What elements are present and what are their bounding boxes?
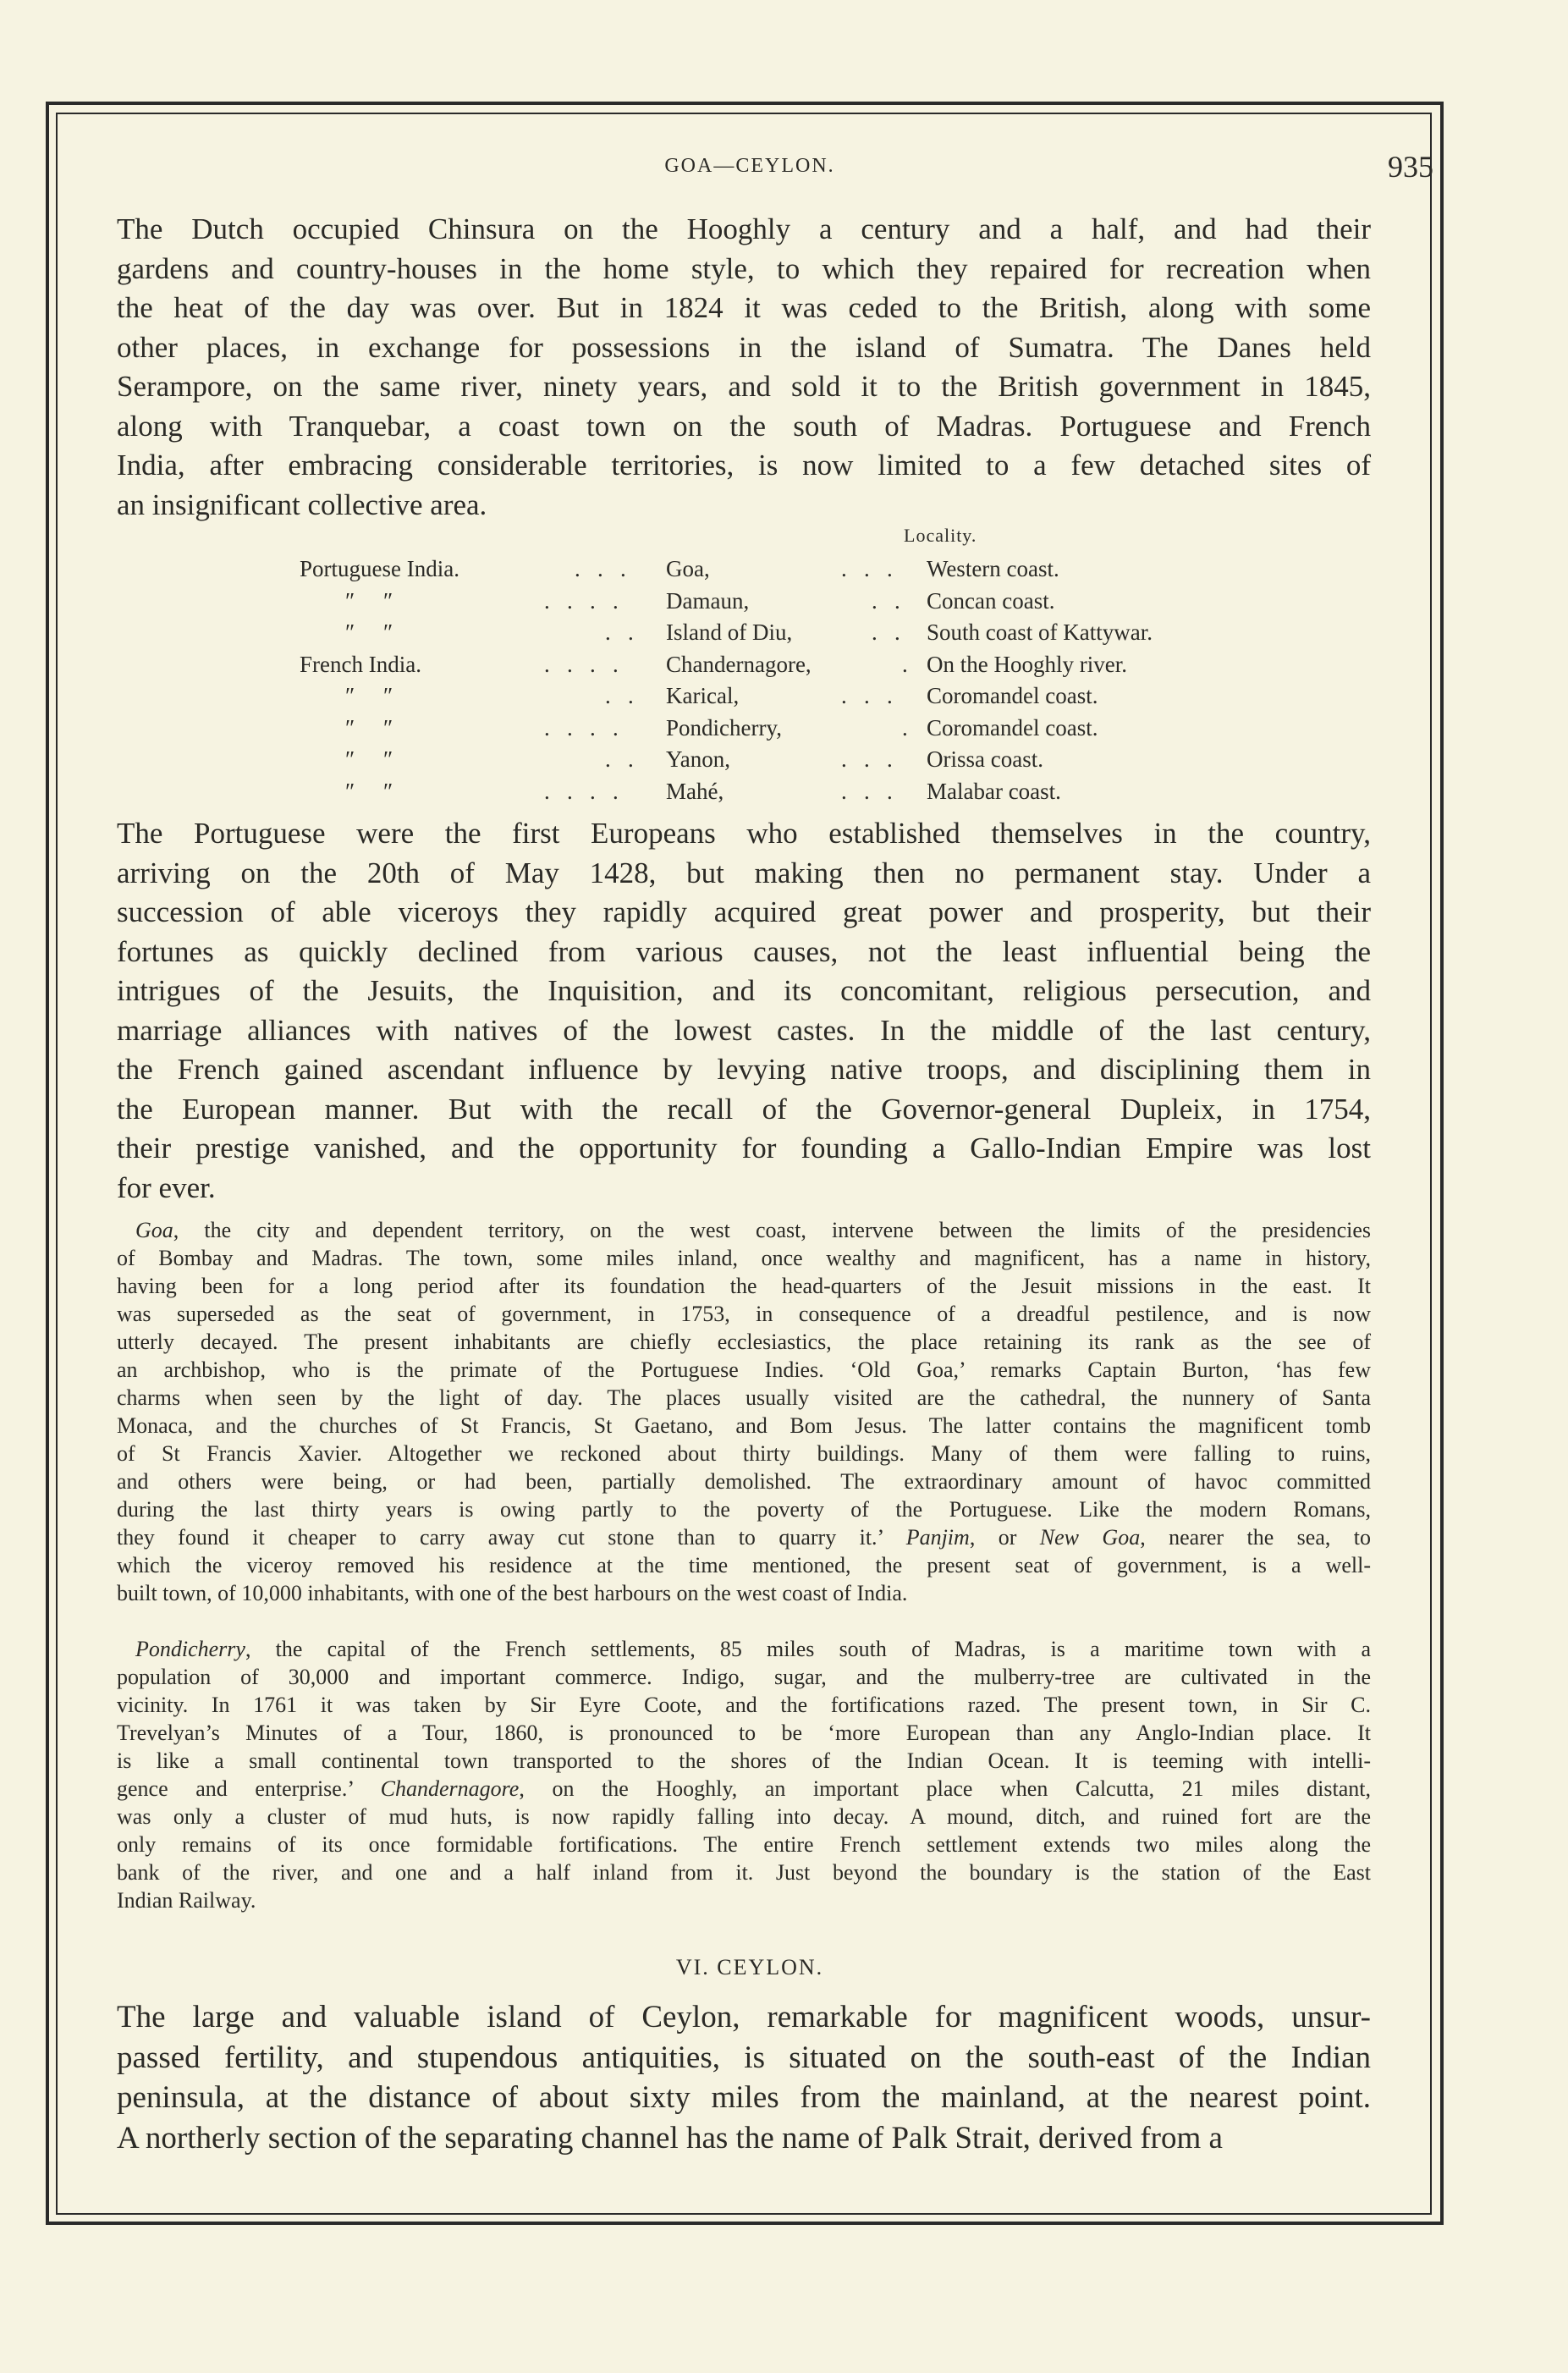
locality-cell: Coromandel coast. <box>927 714 1098 741</box>
text-line: marriage alliances with natives of the lowest castes. In the middle of the last century, <box>117 1013 1371 1047</box>
leader-dots: . . <box>605 619 634 645</box>
region-cell: ″ ″ <box>345 587 393 614</box>
text-line: population of 30,000 and important commerce. Indigo, sugar, and the mulberry-tree are cultivated in the <box>117 1665 1371 1689</box>
locality-cell: Malabar coast. <box>927 778 1061 804</box>
place-cell: Karical, <box>666 683 740 708</box>
place-cell: Goa, <box>666 556 710 581</box>
text-line <box>117 1523 1371 1551</box>
text-line: of St Francis Xavier. Altogether we reckoned about thirty buildings. Many of them were falling to ruins, <box>117 1441 1371 1466</box>
text-line: built town, of 10,000 inhabitants, with one of the best harbours on the west coast of India. <box>117 1581 908 1605</box>
paragraph-pondicherry <box>117 1635 1371 1914</box>
text-line: peninsula, at the distance of about sixty miles from the mainland, at the nearest point. <box>117 2080 1371 2115</box>
text-segment: , the city and dependent territory, on the west coast, intervene between the limits of the presidencies <box>173 1218 1371 1242</box>
place-cell: Chandernagore, <box>666 651 812 677</box>
text-line <box>117 1635 1371 1663</box>
paragraph-dutch-settlements <box>117 210 1371 525</box>
leader-dots: . . . <box>841 746 893 772</box>
text-segment: , or <box>969 1525 1040 1550</box>
text-segment: , nearer the sea, to <box>1140 1525 1371 1550</box>
text-line: the European manner. But with the recall of the Governor-general Dupleix, in 1754, <box>117 1092 1371 1126</box>
text-line: fortunes as quickly declined from various causes, not the least influential being the <box>117 934 1371 968</box>
text-line: utterly decayed. The present inhabitants are chiefly ecclesiastics, the place retaining its rank as the see of <box>117 1330 1371 1354</box>
text-line: succession of able viceroys they rapidly acquired great power and prosperity, but their <box>117 895 1371 928</box>
text-line: charms when seen by the light of day. The places usually visited are the cathedral, the nunnery of Santa <box>117 1385 1371 1410</box>
section-heading: VI. CEYLON. <box>675 1955 824 1979</box>
text-line: Indian Railway. <box>117 1888 256 1913</box>
text-line: which the viceroy removed his residence at the time mentioned, the present seat of government, is a well- <box>117 1553 1371 1577</box>
frame-left-inner <box>56 113 58 2215</box>
italic-place-name: Panjim <box>905 1525 970 1550</box>
frame-right-outer <box>1440 102 1444 2224</box>
leader-dots: . . . <box>841 683 893 708</box>
text-line: the French gained ascendant influence by levying native troops, and disciplining them in <box>117 1053 1371 1086</box>
region-cell: ″ ″ <box>345 683 393 708</box>
locality-cell: Orissa coast. <box>927 746 1043 772</box>
place-cell: Mahé, <box>666 778 724 804</box>
text-line: is like a small continental town transported to the shores of the Indian Ocean. It is teeming with intelli- <box>117 1748 1371 1773</box>
italic-place-name: Pondicherry <box>135 1637 245 1661</box>
text-line: bank of the river, and one and a half inland from it. Just beyond the boundary is the station of the East <box>117 1860 1371 1885</box>
place-cell: Island of Diu, <box>666 619 793 645</box>
frame-right-inner <box>1430 113 1432 2215</box>
place-cell: Yanon, <box>666 746 731 772</box>
leader-dots: . . <box>872 619 900 645</box>
frame-top-inner <box>56 113 1432 114</box>
leader-dots: . . . . <box>544 651 619 677</box>
text-line: gardens and country-houses in the home style, to which they repaired for recreation when <box>117 251 1371 285</box>
leader-dots: . . . <box>841 778 893 804</box>
text-segment: , the capital of the French settlements, 85 miles south of Madras, is a maritime town with a <box>245 1637 1371 1661</box>
italic-place-name: Chandernagore <box>380 1776 520 1801</box>
leader-dots: . . . <box>575 556 626 581</box>
frame-top-outer <box>46 102 1442 105</box>
text-segment: , on the Hooghly, an important place when Calcutta, 21 miles distant, <box>519 1776 1371 1801</box>
region-cell: ″ ″ <box>345 746 393 772</box>
frame-left-outer <box>46 102 49 2224</box>
text-line: Serampore, on the same river, ninety years, and sold it to the British government in 1845, <box>117 370 1371 403</box>
text-line: Monaca, and the churches of St Francis, St Gaetano, and Bom Jesus. The latter contains the magnificent tomb <box>117 1413 1371 1438</box>
text-line: vicinity. In 1761 it was taken by Sir Eyre Coote, and the fortifications razed. The present town, in Sir C. <box>117 1693 1371 1717</box>
paragraph-ceylon <box>117 1997 1371 2158</box>
paragraph-portuguese-history <box>117 814 1371 1208</box>
locality-cell: Concan coast. <box>927 587 1055 614</box>
text-line: The Dutch occupied Chinsura on the Hooghly a century and a half, and had their <box>117 212 1371 245</box>
leader-dots: . . <box>605 746 634 772</box>
leader-dots: . . . <box>841 556 893 581</box>
text-line: their prestige vanished, and the opportunity for founding a Gallo-Indian Empire was lost <box>117 1131 1371 1164</box>
text-line: other places, in exchange for possessions in the island of Sumatra. The Danes held <box>117 330 1371 364</box>
locality-column-heading: Locality. <box>904 525 977 546</box>
leader-dots: . <box>902 714 908 741</box>
text-line: was superseded as the seat of government, in 1753, in consequence of a dreadful pestilence, and is now <box>117 1302 1371 1326</box>
leader-dots: . . . . <box>544 714 619 741</box>
text-line: an insignificant collective area. <box>117 487 487 521</box>
text-line: along with Tranquebar, a coast town on the south of Madras. Portuguese and French <box>117 409 1371 443</box>
text-line: intrigues of the Jesuits, the Inquisition, and its concomitant, religious persecution, and <box>117 974 1371 1007</box>
page-number: 935 <box>1388 150 1433 184</box>
leader-dots: . . <box>872 587 900 614</box>
leader-dots: . <box>902 651 908 677</box>
text-line <box>117 1216 1371 1244</box>
text-line: of Bombay and Madras. The town, some miles inland, once wealthy and magnificent, has a name in history, <box>117 1246 1371 1270</box>
text-line: during the last thirty years is owing partly to the poverty of the Portuguese. Like the modern Romans, <box>117 1497 1371 1522</box>
running-head: GOA—CEYLON. <box>664 155 835 177</box>
text-line: for ever. <box>117 1170 216 1204</box>
text-line: the heat of the day was over. But in 1824 it was ceded to the British, along with some <box>117 291 1371 324</box>
text-line: an archbishop, who is the primate of the Portuguese Indies. ‘Old Goa,’ remarks Captain Burton, ‘has few <box>117 1357 1371 1382</box>
italic-place-name: New Goa <box>1039 1525 1141 1550</box>
place-cell: Pondicherry, <box>666 714 782 741</box>
text-line: A northerly section of the separating channel has the name of Palk Strait, derived from a <box>117 2120 1223 2156</box>
frame-bottom-outer <box>46 2222 1444 2225</box>
locality-cell: On the Hooghly river. <box>927 651 1127 677</box>
place-cell: Damaun, <box>666 587 750 614</box>
text-line: was only a cluster of mud huts, is now rapidly falling into decay. A mound, ditch, and ruined fort are the <box>117 1804 1371 1829</box>
leader-dots: . . . . <box>544 587 619 614</box>
frame-bottom-inner <box>56 2213 1432 2215</box>
text-line: only remains of its once formidable fortifications. The entire French settlement extends two miles along the <box>117 1832 1371 1857</box>
region-cell: French India. <box>300 651 421 677</box>
region-cell: ″ ″ <box>345 778 393 804</box>
text-line <box>117 1775 1371 1803</box>
text-line: Trevelyan’s Minutes of a Tour, 1860, is pronounced to be ‘more European than any Anglo-Indian place. It <box>117 1721 1371 1745</box>
text-line: passed fertility, and stupendous antiquities, is situated on the south-east of the Indian <box>117 2040 1371 2075</box>
text-line: The Portuguese were the first Europeans who established themselves in the country, <box>117 817 1371 850</box>
leader-dots: . . <box>605 683 634 708</box>
locality-cell: South coast of Kattywar. <box>927 619 1153 645</box>
paragraph-goa <box>117 1216 1371 1607</box>
text-line: arriving on the 20th of May 1428, but making then no permanent stay. Under a <box>117 856 1371 889</box>
leader-dots: . . . . <box>544 778 619 804</box>
region-cell: ″ ″ <box>345 619 393 645</box>
text-segment: gence and enterprise.’ <box>117 1776 381 1801</box>
text-segment: they found it cheaper to carry away cut stone than to quarry it.’ <box>117 1525 906 1550</box>
italic-place-name: Goa <box>135 1218 173 1242</box>
text-line: having been for a long period after its foundation the head-quarters of the Jesuit missions in the east. It <box>117 1274 1371 1298</box>
region-cell: ″ ″ <box>345 714 393 741</box>
text-line: and others were being, or had been, partially demolished. The extraordinary amount of havoc committed <box>117 1469 1371 1494</box>
locality-cell: Coromandel coast. <box>927 683 1098 708</box>
locality-cell: Western coast. <box>927 556 1059 581</box>
text-line: India, after embracing considerable territories, is now limited to a few detached sites of <box>117 449 1371 482</box>
region-cell: Portuguese India. <box>300 556 459 581</box>
text-line: The large and valuable island of Ceylon, remarkable for magnificent woods, unsur- <box>117 2000 1371 2034</box>
